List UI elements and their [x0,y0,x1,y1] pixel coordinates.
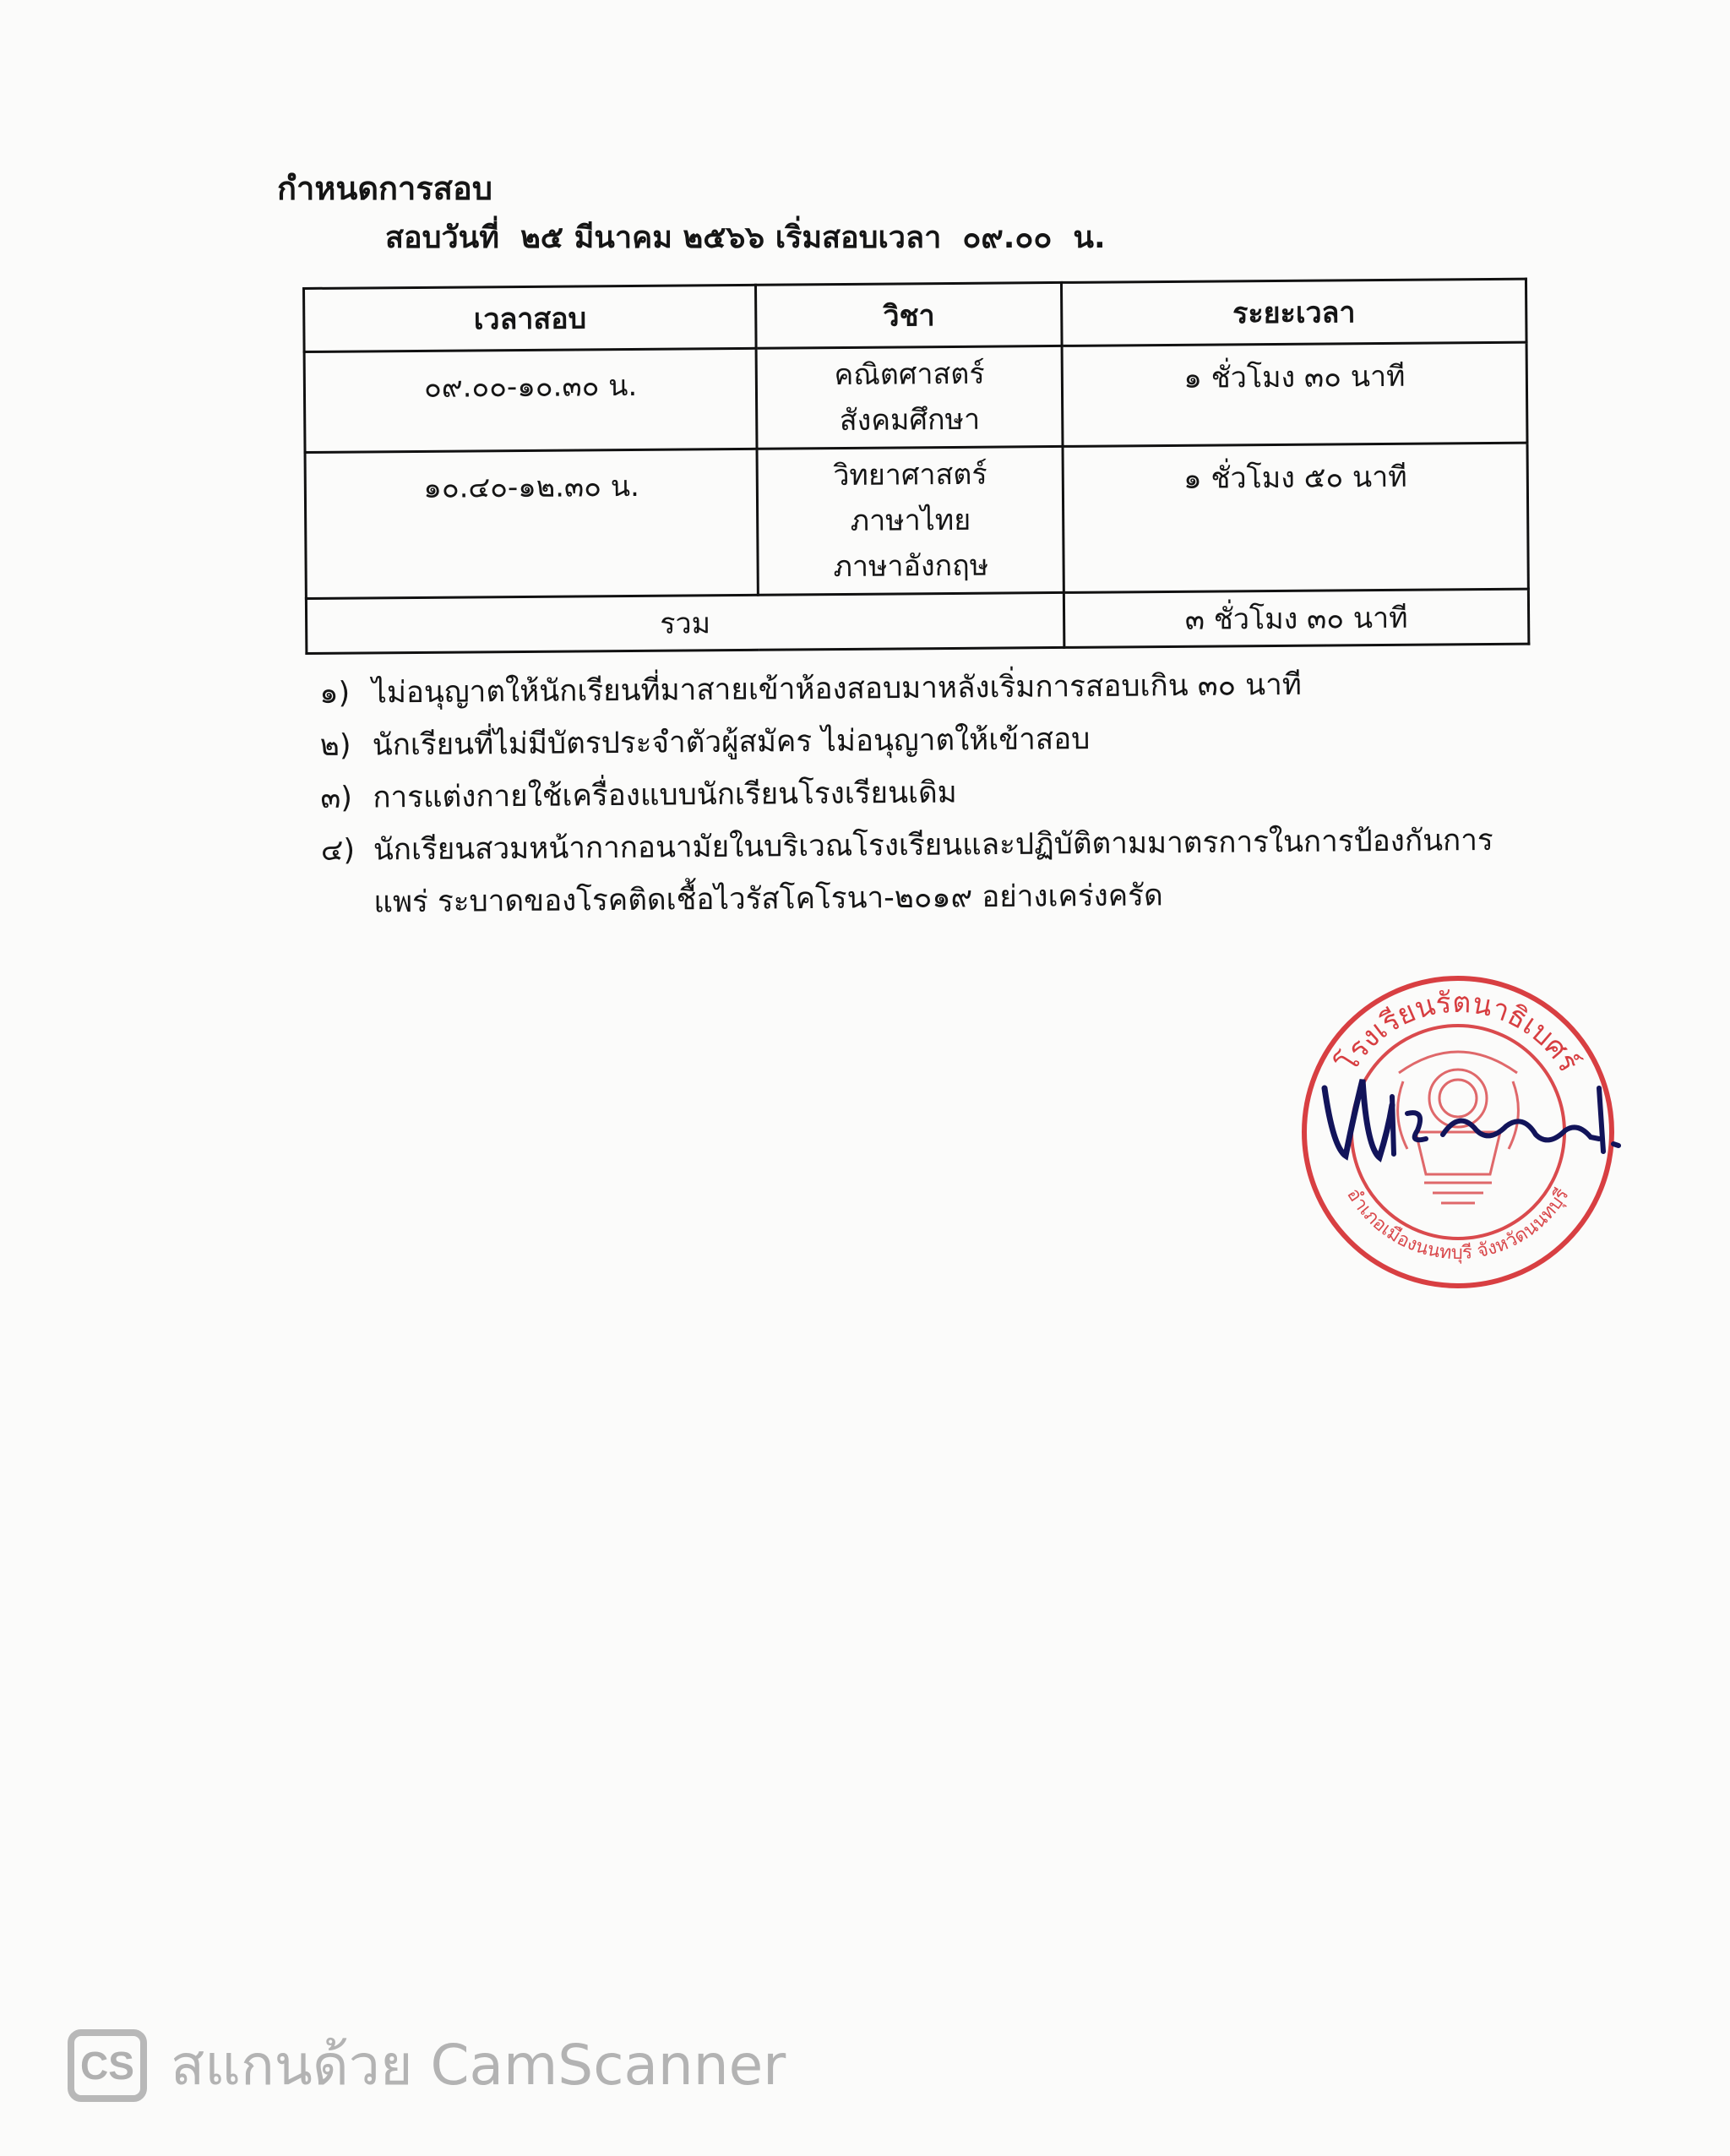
rule-number: ๒) [319,728,351,763]
rule-number: ๓) [320,781,353,815]
page-heading: กำหนดการสอบ [277,170,492,207]
signature [1308,1063,1646,1173]
subject-cell [757,446,1064,595]
exam-time-cell: ๑๐.๔๐-๑๒.๓๐ น. [305,449,759,598]
subject-name: คณิตศาสตร์ [834,357,985,393]
table-header-row [304,279,1527,351]
camscanner-logo-icon: CS [68,2029,147,2102]
exam-time-cell: ๐๙.๐๐-๑๐.๓๐ น. [304,348,757,452]
camscanner-text: สแกนด้วย CamScanner [171,2033,786,2098]
total-label: รวม [306,592,1064,653]
exam-rules-list [319,657,1504,929]
seal-text-bottom: อำเภอเมืองนนทบุรี จังหวัดนนทบุรี [1342,1184,1574,1265]
duration-cell: ๑ ชั่วโมง ๓๐ นาที [1062,342,1527,446]
rule-text: นักเรียนที่ไม่มีบัตรประจำตัวผู้สมัคร ไม่อนุญาตให้เข้าสอบ [372,722,1091,763]
list-item [321,814,1504,929]
subject-cell [756,346,1063,449]
camscanner-watermark [68,2021,786,2110]
rule-number: ๑) [319,676,351,710]
header-subject: วิชา [756,282,1062,348]
seal-text-top: โรงเรียนรัตนาธิเบศร์ [1330,985,1586,1079]
subject-name: สังคมศึกษา [839,402,981,438]
rule-number: ๔) [320,833,356,868]
rule-text: ไม่อนุญาตให้นักเรียนที่มาสายเข้าห้องสอบมาหลังเริ่มการสอบเกิน ๓๐ นาที [372,667,1303,710]
subject-name: ภาษาไทย [850,503,971,538]
rule-text: นักเรียนสวมหน้ากากอนามัยในบริเวณโรงเรียนและปฏิบัติตามมาตรการในการป้องกันการแพร่ ระบาดของโรคติดเชื้อไวรัสโคโรนา-๒๐๑๙ อย่างเคร่งครัด [373,823,1493,920]
total-duration: ๓ ชั่วโมง ๓๐ นาที [1064,589,1528,647]
table-row [304,342,1527,452]
exam-schedule-table [302,278,1530,655]
subject-name: วิทยาศาสตร์ [833,457,987,493]
rule-text: การแต่งกายใช้เครื่องแบบนักเรียนโรงเรียนเดิม [373,776,957,815]
header-exam-time: เวลาสอบ [304,285,757,351]
exam-schedule [302,278,1530,641]
table-total-row [306,589,1528,653]
duration-cell: ๑ ชั่วโมง ๕๐ นาที [1063,443,1528,592]
table-row [305,443,1528,598]
header-duration: ระยะเวลา [1062,279,1526,346]
subject-name: ภาษาอังกฤษ [833,548,989,585]
exam-date-line: สอบวันที่ ๒๕ มีนาคม ๒๕๖๖ เริ่มสอบเวลา ๐๙.๐๐ น. [385,220,1106,255]
